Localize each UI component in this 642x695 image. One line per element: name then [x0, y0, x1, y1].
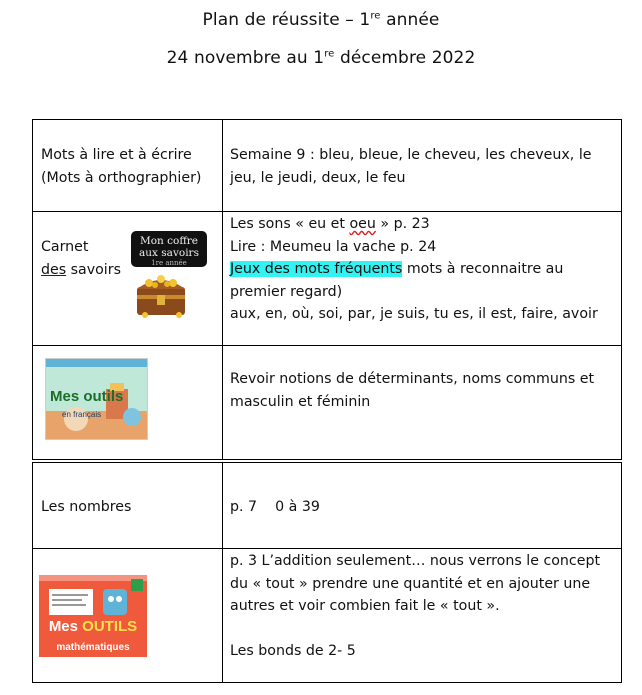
row-mots: [33, 120, 622, 212]
row-mots-content: Semaine 9 : bleu, bleue, le cheveu, les cheveux, le jeu, le jeudi, deux, le feu: [223, 120, 622, 212]
row-mots-label: Mots à lire et à écrire (Mots à orthographier): [33, 120, 223, 212]
row-outils-maths-image-cell: [33, 549, 223, 683]
row-outils-francais-image-cell: [33, 346, 223, 461]
row-carnet-label: Carnet des savoirs Mon coffre aux savoirs 1re année: [33, 212, 223, 346]
highlighted-text: Jeux des mots fréquents: [230, 261, 403, 277]
mes-outils-francais-cover: Mes outils en français: [45, 358, 148, 440]
row-outils-maths-content: p. 3 L’addition seulement… nous verrons le concept du « tout » prendre une quantité et en ajouter une autres et voir combien fait le « tout ». Les bonds de 2- 5: [223, 549, 622, 683]
treasure-chest-icon: [131, 269, 191, 319]
plan-table: [32, 119, 622, 683]
mon-coffre-image: Mon coffre aux savoirs 1re année: [131, 231, 207, 319]
page-dates: 24 novembre au 1re décembre 2022: [166, 48, 476, 68]
row-nombres: [33, 461, 622, 549]
row-nombres-label: Les nombres: [33, 461, 223, 549]
row-outils-francais-content: Revoir notions de déterminants, noms communs et masculin et féminin: [223, 346, 622, 461]
row-nombres-content: p. 7 0 à 39: [223, 461, 622, 549]
page-title: Plan de réussite – 1re année: [202, 10, 440, 30]
mes-outils-maths-cover: Mes OUTILS mathématiques: [39, 575, 147, 657]
row-outils-francais: [33, 346, 622, 461]
row-carnet-content: Les sons « eu et oeu » p. 23 Lire : Meumeu la vache p. 24 Jeux des mots fréquents mots à reconnaitre au premier regard) aux, en, où, soi, par, je suis, tu es, il est, faire, avoir: [223, 212, 622, 346]
row-carnet: [33, 212, 622, 346]
row-outils-maths: [33, 549, 622, 683]
